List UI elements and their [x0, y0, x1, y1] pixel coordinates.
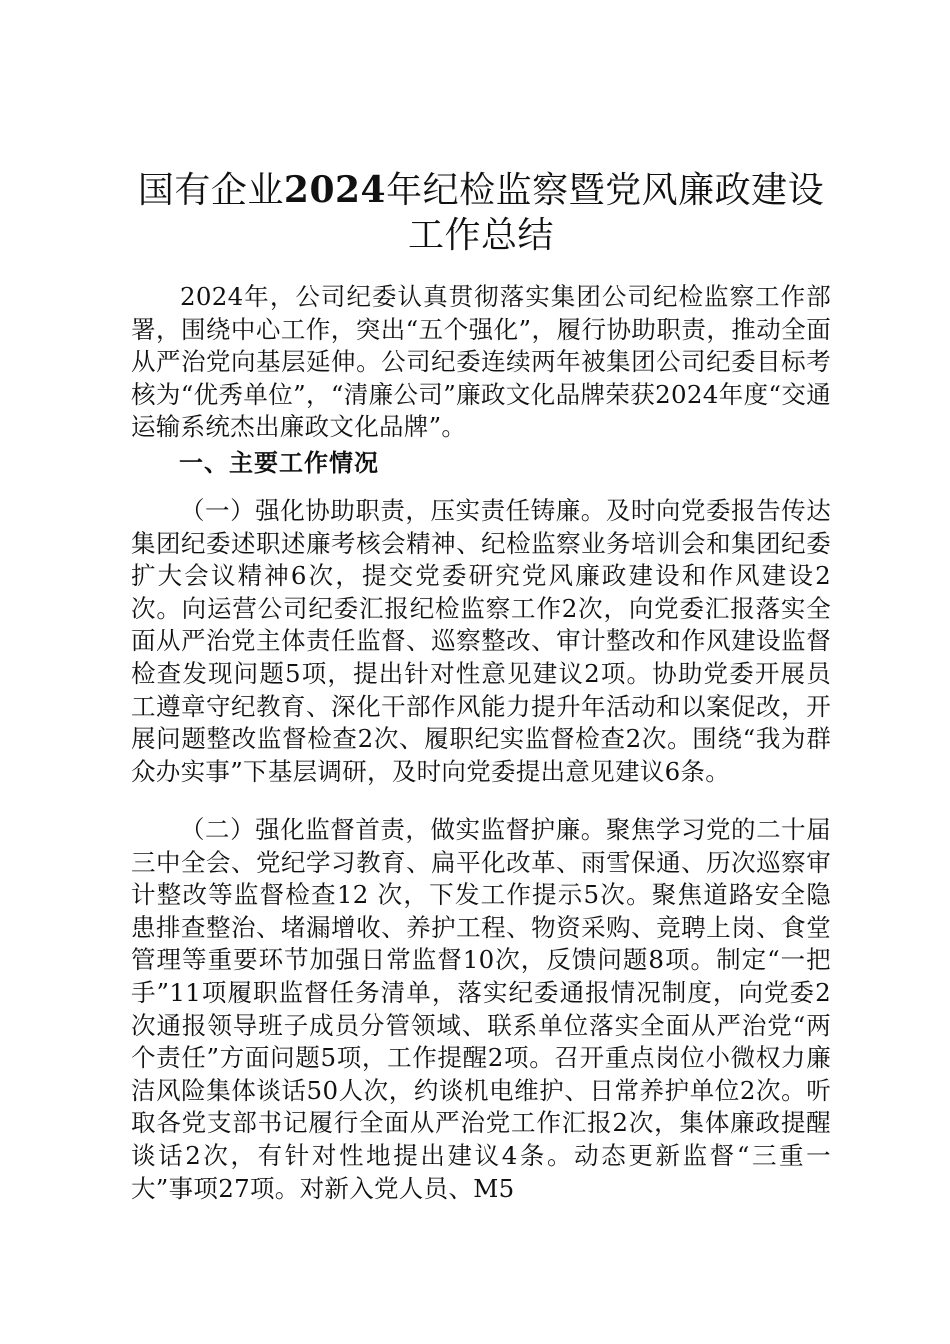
paragraph-strengthen-supervision: （二）强化监督首责，做实监督护廉。聚焦学习党的二十届三中全会、党纪学习教育、扁平化改革、雨雪保通、历次巡察审计整改等监督检查12 次，下发工作提示5次。聚焦道路安全隐患排查整治、堵漏增收、养护工程、物资采购、竞聘上岗、食堂管理等重要环节加强日常监督10次，反馈问题8项。制定“一把手”11项履职监督任务清单，落实纪委通报情况制度，向党委2次通报领导班子成员分管领域、联系单位落实全面从严治党“两个责任”方面问题5项，工作提醒2项。召开重点岗位小微权力廉洁风险集体谈话50人次，约谈机电维护、日常养护单位2次。听取各党支部书记履行全面从严治党工作汇报2次，集体廉政提醒谈话2次，有针对性地提出建议4条。动态更新监督“三重一大”事项27项。对新入党人员、M5: [131, 815, 832, 1203]
section-heading-main-work: 一、主要工作情况: [179, 449, 379, 477]
title-text-prefix: 国有企业: [137, 170, 284, 211]
title-year: 2024: [283, 169, 387, 211]
document-title: [131, 168, 831, 258]
paragraph-strengthen-assist-duty: （一）强化协助职责，压实责任铸廉。及时向党委报告传达集团纪委述职述廉考核会精神、纪检监察业务培训会和集团纪委扩大会议精神6次，提交党委研究党风廉政建设和作风建设2次。向运营公司纪委汇报纪检监察工作2次，向党委汇报落实全面从严治党主体责任监督、巡察整改、审计整改和作风建设监督检查发现问题5项，提出针对性意见建议2项。协助党委开展员工遵章守纪教育、深化干部作风能力提升年活动和以案促改，开展问题整改监督检查2次、履职纪实监督检查2次。围绕“我为群众办实事”下基层调研，及时向党委提出意见建议6条。: [131, 496, 832, 786]
intro-paragraph: 2024年，公司纪委认真贯彻落实集团公司纪检监察工作部署，围绕中心工作，突出“五个强化”，履行协助职责，推动全面从严治党向基层延伸。公司纪委连续两年被集团公司纪委目标考核为“优秀单位”，“清廉公司”廉政文化品牌荣获2024年度“交通运输系统杰出廉政文化品牌”。: [131, 282, 831, 442]
title-text-suffix: 年纪检监察暨党风廉政建设工作总结: [386, 170, 825, 256]
